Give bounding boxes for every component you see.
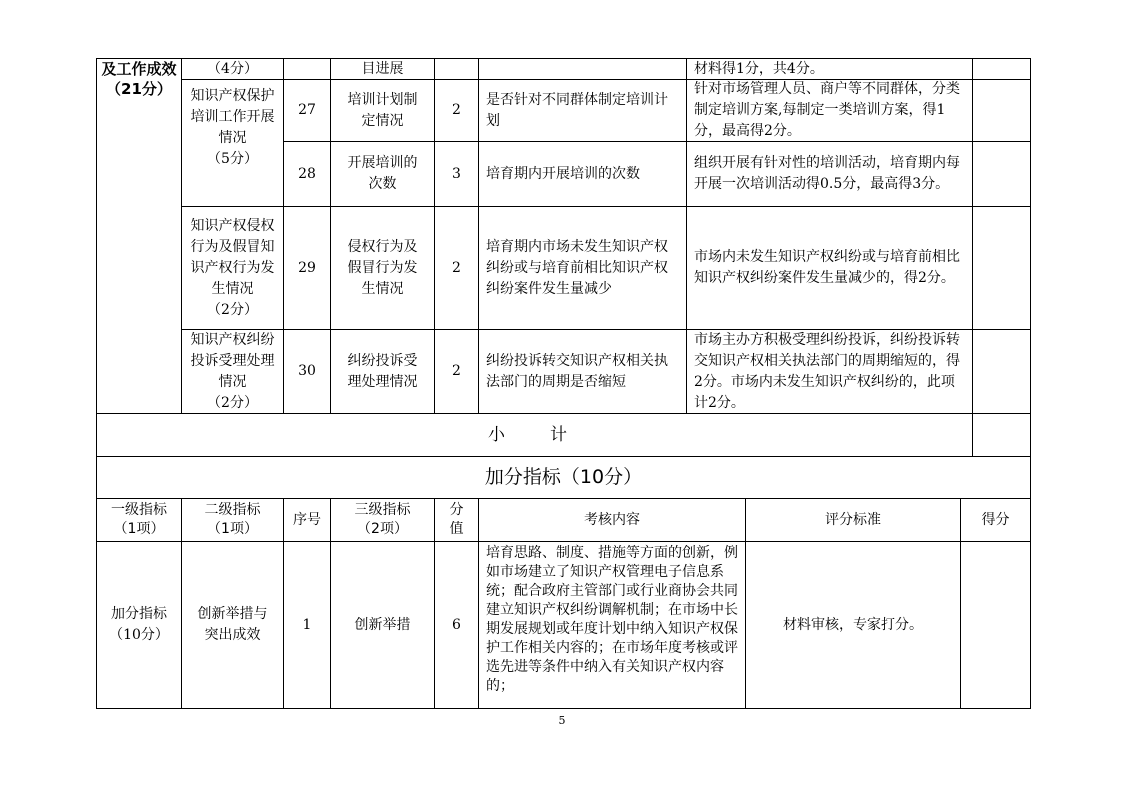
subtotal-label: 小 计: [488, 424, 581, 445]
bonus-content-cell: 培育思路、制度、措施等方面的创新，例如市场建立了知识产权管理电子信息系统；配合政府主管部门或行业商协会共同建立知识产权纠纷调解机制；在市场中长期发展规划或年度计划中纳入知识产权保护工作相关内容的；在市场年度考核或评选先进等条件中纳入有关知识产权内容的；: [486, 545, 738, 694]
bonus-level2-cell: 创新举措与 突出成效: [197, 606, 268, 643]
header-score: 分 值: [449, 502, 464, 537]
scoring-standard: 组织开展有针对性的培训活动，培育期内每开展一次培训活动得0.5分，最高得3分。: [694, 155, 960, 192]
level3-indicator: 培训计划制定情况: [347, 91, 418, 129]
subtotal-row: [97, 414, 972, 456]
header-level3: 三级指标 （2项）: [354, 502, 411, 537]
scoring-standard: 市场内未发生知识产权纠纷或与培育前相比知识产权纠纷案件发生量减少的，得2分。: [694, 249, 960, 286]
header-content: 考核内容: [584, 511, 640, 528]
score-value: 2: [452, 102, 461, 118]
score-value: 3: [452, 165, 461, 182]
level1-indicator-cell: [97, 59, 181, 129]
bonus-number-cell: 1: [302, 616, 312, 633]
bonus-standard-cell: 材料审核，专家打分。: [783, 616, 923, 633]
row-number: 30: [298, 363, 316, 379]
assessment-content: 纠纷投诉转交知识产权相关执法部门的周期是否缩短: [486, 352, 668, 390]
scoring-standard: 针对市场管理人员、商户等不同群体，分类制定培训方案,每制定一类培训方案，得1分，最高得2分。: [694, 81, 960, 139]
level2-indicator-cell: 知识产权保护培训工作开展情况 （5分）: [190, 88, 275, 167]
bonus-level3-cell: 创新举措: [354, 616, 411, 633]
assessment-content: 培育期内市场未发生知识产权纠纷或与培育前相比知识产权纠纷案件发生量减少: [486, 238, 668, 297]
bonus-section-title: 加分指标（10分）: [484, 466, 643, 488]
level3-indicator: 纠纷投诉受理处理情况: [347, 352, 418, 390]
bonus-level1-cell: 加分指标 （10分）: [109, 606, 169, 643]
level1-indicator-label: 及工作成效 （21分）: [101, 60, 177, 98]
score-value: 2: [452, 363, 461, 379]
bonus-score-cell: 6: [452, 616, 461, 633]
header-level1: 一级指标 （1项）: [111, 502, 167, 537]
header-standard: 评分标准: [825, 511, 881, 528]
page-number: 5: [558, 714, 566, 727]
row-number: 27: [298, 102, 316, 118]
header-got-score: 得分: [981, 511, 1010, 528]
level3-indicator: 开展培训的次数: [347, 155, 418, 192]
table-cell: 目进展: [361, 60, 404, 77]
table-cell: 材料得1分，共4分。: [694, 60, 824, 77]
header-number: 序号: [293, 511, 321, 528]
row-number: 29: [298, 259, 316, 276]
level2-indicator-cell: 知识产权纠纷投诉受理处理情况 （2分）: [190, 331, 275, 411]
table-row: （4分）: [207, 60, 258, 77]
row-number: 28: [298, 165, 316, 182]
score-value: 2: [452, 259, 461, 276]
scoring-standard: 市场主办方积极受理纠纷投诉，纠纷投诉转交知识产权相关执法部门的周期缩短的，得2分。市场内未发生知识产权纠纷的，此项计2分。: [694, 331, 960, 411]
assessment-content: 是否针对不同群体制定培训计划: [486, 91, 668, 129]
level2-indicator-cell: 知识产权侵权行为及假冒知识产权行为发生情况 （2分）: [190, 217, 275, 318]
level3-indicator: 侵权行为及假冒行为发生情况: [347, 238, 418, 297]
header-level2: 二级指标 （1项）: [204, 502, 261, 537]
assessment-content: 培育期内开展培训的次数: [486, 165, 640, 182]
